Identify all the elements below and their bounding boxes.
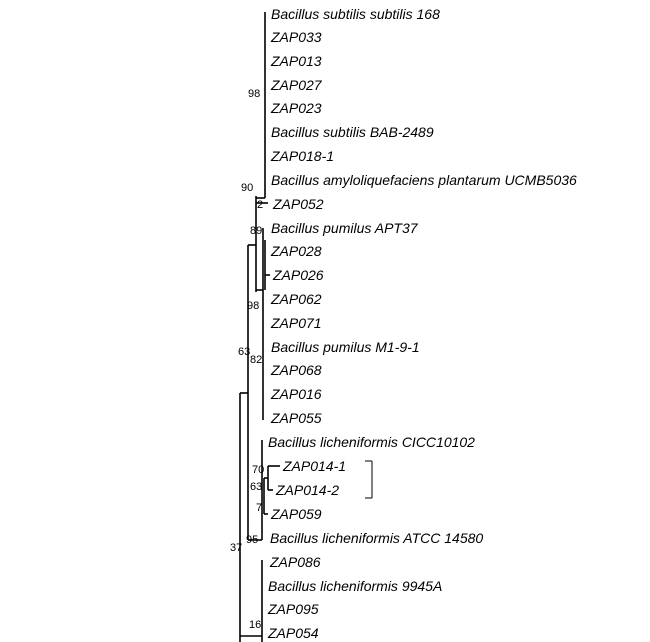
- taxon-label: ZAP013: [271, 53, 322, 69]
- bootstrap-value: 89: [250, 225, 263, 237]
- taxon-label: ZAP054: [268, 625, 319, 641]
- bootstrap-value: 37: [230, 542, 243, 554]
- taxon-label: ZAP014-1: [283, 458, 347, 474]
- taxon-label: ZAP055: [271, 410, 322, 426]
- bootstrap-value: 82: [250, 354, 263, 366]
- taxon-label: ZAP059: [271, 506, 322, 522]
- taxon-label: ZAP095: [268, 601, 319, 617]
- taxon-label: Bacillus subtilis subtilis 168: [271, 6, 440, 22]
- bootstrap-value: 98: [248, 88, 261, 100]
- taxon-label: ZAP027: [271, 77, 322, 93]
- taxon-label: ZAP062: [271, 291, 322, 307]
- bootstrap-value: 2: [257, 199, 264, 211]
- bootstrap-value: 90: [241, 182, 254, 194]
- taxon-label: ZAP033: [271, 29, 322, 45]
- taxon-label: Bacillus licheniformis 9945A: [268, 578, 443, 594]
- bootstrap-value: 70: [252, 464, 265, 476]
- taxon-label: ZAP016: [271, 386, 322, 402]
- taxon-label: Bacillus amyloliquefaciens plantarum UCMB5036: [271, 172, 577, 188]
- bootstrap-value: 63: [250, 481, 263, 493]
- taxon-label: ZAP014-2: [276, 482, 340, 498]
- taxon-label: ZAP052: [273, 196, 324, 212]
- bootstrap-value: 98: [247, 300, 260, 312]
- taxon-label: Bacillus licheniformis ATCC 14580: [270, 530, 484, 546]
- taxon-label: Bacillus licheniformis CICC10102: [268, 434, 475, 450]
- taxon-label: Bacillus subtilis BAB-2489: [271, 124, 434, 140]
- bootstrap-value: 16: [249, 619, 262, 631]
- taxon-label: ZAP068: [271, 362, 322, 378]
- taxon-label: ZAP018-1: [271, 148, 335, 164]
- taxon-label: Bacillus pumilus APT37: [271, 220, 418, 236]
- bootstrap-value: 7: [256, 502, 263, 514]
- taxon-label: ZAP026: [273, 267, 324, 283]
- taxon-label: Bacillus pumilus M1-9-1: [271, 339, 420, 355]
- taxon-label: ZAP023: [271, 100, 322, 116]
- taxon-label: ZAP028: [271, 243, 322, 259]
- taxon-label: ZAP071: [271, 315, 322, 331]
- taxon-label: ZAP086: [270, 554, 321, 570]
- bootstrap-value: 95: [246, 534, 259, 546]
- bootstrap-value: 63: [238, 346, 251, 358]
